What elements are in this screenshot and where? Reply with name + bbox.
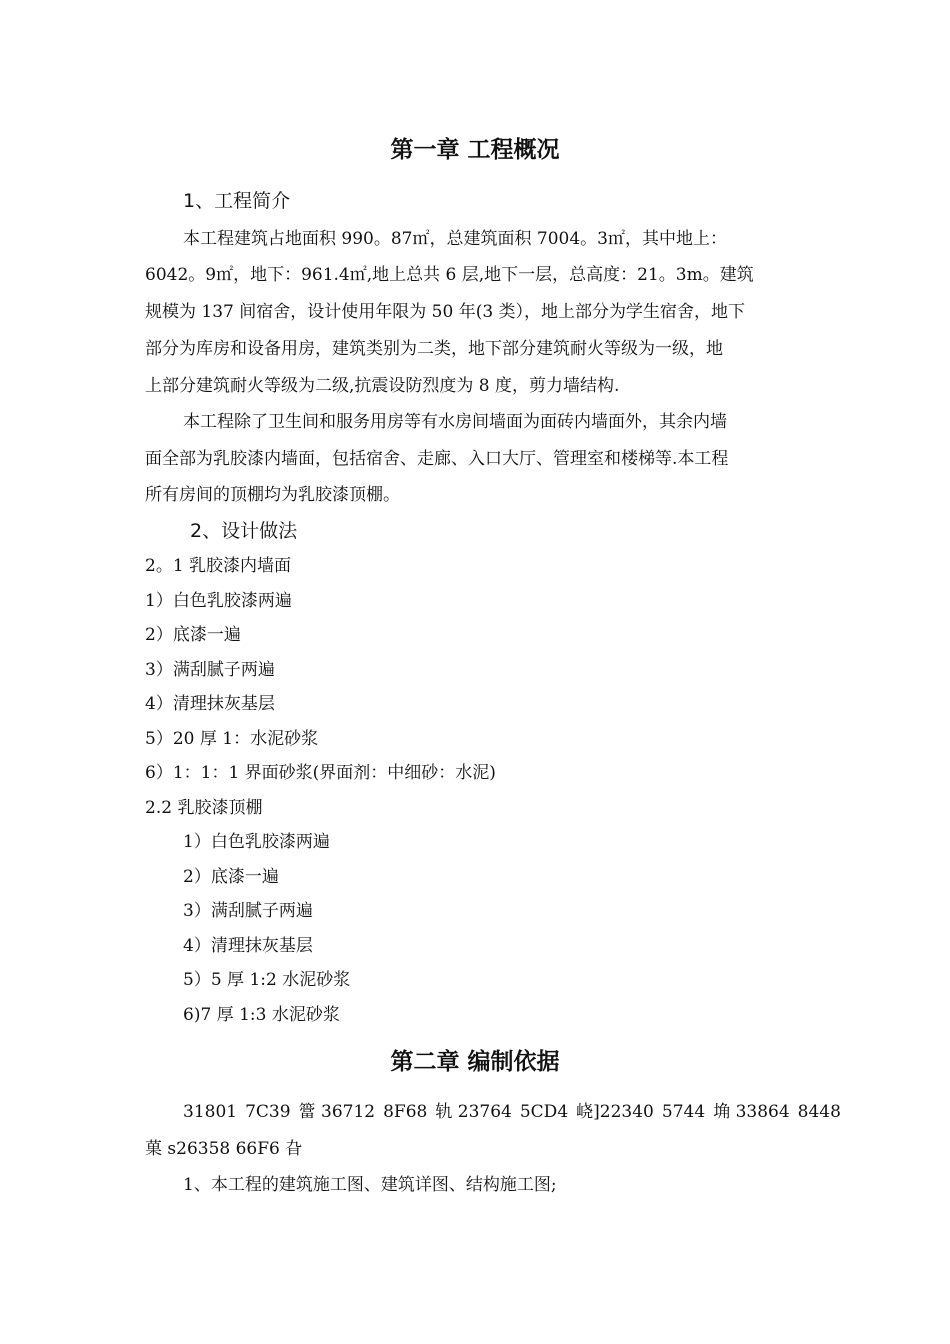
paragraph-line: 面全部为乳胶漆内墙面，包括宿舍、走廊、入口大厅、管理室和楼梯等.本工程: [145, 449, 729, 469]
list-item: 5）20 厚 1：水泥砂浆: [145, 729, 319, 749]
garbled-token: 埆 33864: [713, 1102, 790, 1122]
list-item: 4）清理抹灰基层: [183, 936, 313, 956]
section-design-method-title: 2、设计做法: [190, 520, 298, 542]
paragraph-line: 本工程除了卫生间和服务用房等有水房间墙面为面砖内墙面外，其余内墙: [183, 412, 727, 432]
garbled-token: 31801: [183, 1102, 238, 1122]
garbled-token: 5CD4: [519, 1102, 569, 1122]
paragraph-line: 所有房间的顶棚均为乳胶漆顶棚。: [145, 485, 400, 505]
garbled-token: 簹 36712: [298, 1102, 376, 1122]
chapter-2-title: 第二章 编制依据: [390, 1049, 560, 1075]
basis-list-item: 1、本工程的建筑施工图、建筑详图、结构施工图;: [183, 1175, 557, 1195]
list-item: 3）满刮腻子两遍: [145, 660, 275, 680]
wall-method-heading: 2。1 乳胶漆内墙面: [145, 556, 292, 576]
list-item: 2）底漆一遍: [183, 867, 279, 887]
garbled-token: 轨 23764: [435, 1102, 512, 1122]
garbled-token: 峣]22340: [576, 1102, 654, 1122]
list-item: 3）满刮腻子两遍: [183, 901, 313, 921]
garbled-text-line: [183, 1101, 841, 1123]
garbled-token: 8448: [797, 1102, 841, 1122]
garbled-token: 5744: [661, 1102, 706, 1122]
paragraph-line: 本工程建筑占地面积 990。87㎡，总建筑面积 7004。3㎡，其中地上：: [183, 229, 727, 249]
garbled-text-line: 菓 s26358 66F6 旮: [145, 1139, 303, 1159]
garbled-token: 7C39: [245, 1102, 291, 1122]
section-project-intro-title: 1、工程简介: [183, 190, 291, 212]
paragraph-line: 6042。9㎡，地下：961.4㎡,地上总共 6 层,地下一层，总高度：21。3m。建筑: [145, 265, 754, 285]
list-item: 1）白色乳胶漆两遍: [183, 832, 330, 852]
paragraph-line: 规模为 137 间宿舍，设计使用年限为 50 年(3 类），地上部分为学生宿舍，地下: [145, 302, 746, 322]
list-item: 4）清理抹灰基层: [145, 694, 275, 714]
chapter-1-title: 第一章 工程概况: [390, 137, 560, 163]
garbled-token: 8F68: [383, 1102, 428, 1122]
list-item: 6)7 厚 1:3 水泥砂浆: [183, 1005, 340, 1025]
paragraph-line: 上部分建筑耐火等级为二级,抗震设防烈度为 8 度，剪力墙结构.: [145, 376, 620, 396]
list-item: 5）5 厚 1:2 水泥砂浆: [183, 970, 351, 990]
ceiling-method-heading: 2.2 乳胶漆顶棚: [145, 798, 263, 818]
paragraph-line: 部分为库房和设备用房，建筑类别为二类，地下部分建筑耐火等级为一级，地: [145, 339, 723, 359]
list-item: 2）底漆一遍: [145, 625, 241, 645]
list-item: 6）1：1：1 界面砂浆(界面剂：中细砂：水泥): [145, 763, 496, 783]
list-item: 1）白色乳胶漆两遍: [145, 591, 292, 611]
